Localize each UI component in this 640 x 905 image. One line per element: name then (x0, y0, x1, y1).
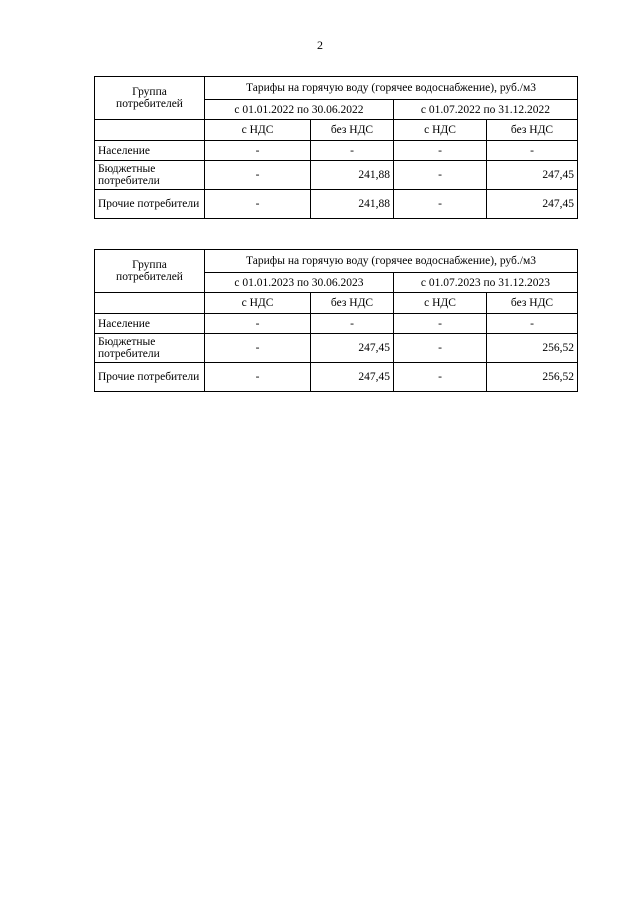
tariff-table-2023 (94, 249, 578, 392)
value-cell: 247,45 (487, 190, 578, 219)
col-with-vat-p2: с НДС (394, 293, 487, 314)
value-cell: 247,45 (311, 363, 394, 392)
value-cell: - (205, 141, 311, 161)
tariff-header-cell: Тарифы на горячую воду (горячее водоснабжение), руб./м3 (205, 77, 578, 100)
table-header-row (95, 250, 578, 273)
value-cell: 247,45 (487, 161, 578, 190)
col-with-vat-p1: с НДС (205, 293, 311, 314)
row-label: Население (95, 314, 205, 334)
value-cell: - (311, 141, 394, 161)
table-row (95, 363, 578, 392)
table-row (95, 190, 578, 219)
value-cell: - (394, 161, 487, 190)
vat-header-row (95, 293, 578, 314)
value-cell: - (311, 314, 394, 334)
period-2-cell: с 01.07.2022 по 31.12.2022 (394, 100, 578, 120)
table-row (95, 334, 578, 363)
col-without-vat-p2: без НДС (487, 120, 578, 141)
tariff-table-2022 (94, 76, 578, 219)
value-cell: 256,52 (487, 334, 578, 363)
value-cell: - (394, 363, 487, 392)
value-cell: - (394, 190, 487, 219)
group-header-cell: Группа потребителей (95, 250, 205, 293)
value-cell: - (205, 334, 311, 363)
row-label: Прочие потребители (95, 363, 205, 392)
row-label: Бюджетные потребители (95, 161, 205, 190)
row-label: Население (95, 141, 205, 161)
empty-cell (95, 120, 205, 141)
col-with-vat-p1: с НДС (205, 120, 311, 141)
value-cell: 241,88 (311, 161, 394, 190)
value-cell: - (205, 314, 311, 334)
value-cell: - (487, 141, 578, 161)
col-without-vat-p1: без НДС (311, 293, 394, 314)
value-cell: - (205, 363, 311, 392)
period-1-cell: с 01.01.2023 по 30.06.2023 (205, 273, 394, 293)
value-cell: - (205, 161, 311, 190)
tariff-header-cell: Тарифы на горячую воду (горячее водоснабжение), руб./м3 (205, 250, 578, 273)
vat-header-row (95, 120, 578, 141)
value-cell: 247,45 (311, 334, 394, 363)
table-row (95, 141, 578, 161)
table-row (95, 314, 578, 334)
col-without-vat-p1: без НДС (311, 120, 394, 141)
value-cell: - (205, 190, 311, 219)
value-cell: - (394, 141, 487, 161)
value-cell: - (487, 314, 578, 334)
col-without-vat-p2: без НДС (487, 293, 578, 314)
value-cell: - (394, 334, 487, 363)
page-number: 2 (317, 38, 323, 52)
value-cell: - (394, 314, 487, 334)
table-header-row (95, 77, 578, 100)
table-row (95, 161, 578, 190)
col-with-vat-p2: с НДС (394, 120, 487, 141)
period-1-cell: с 01.01.2022 по 30.06.2022 (205, 100, 394, 120)
value-cell: 241,88 (311, 190, 394, 219)
row-label: Прочие потребители (95, 190, 205, 219)
group-header-cell: Группа потребителей (95, 77, 205, 120)
empty-cell (95, 293, 205, 314)
row-label: Бюджетные потребители (95, 334, 205, 363)
value-cell: 256,52 (487, 363, 578, 392)
period-2-cell: с 01.07.2023 по 31.12.2023 (394, 273, 578, 293)
